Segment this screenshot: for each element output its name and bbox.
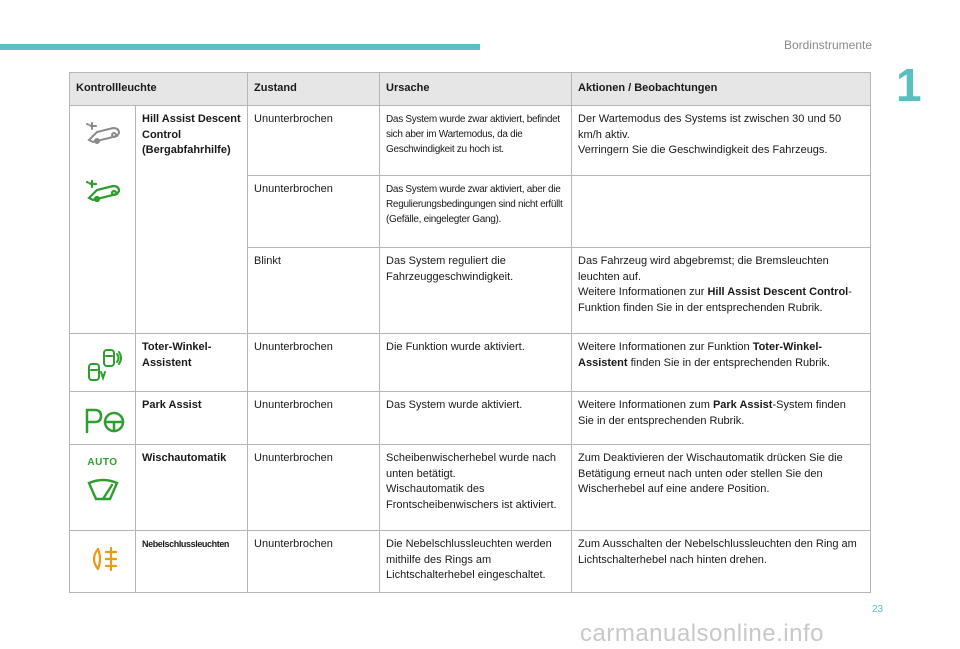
fog-light-name: Nebelschlussleuchten (136, 531, 248, 593)
cause-text: Wischautomatik des Frontscheibenwischers ist aktiviert. (386, 483, 557, 511)
table-row (70, 445, 871, 531)
watermark-text: carmanualsonline.info (580, 620, 824, 647)
action-cell (572, 176, 871, 248)
action-bold-text: Toter-Winkel-Assistent (578, 341, 823, 369)
icon-cell (70, 392, 136, 445)
action-text: Weitere Informationen zum (578, 399, 713, 411)
page-number: 23 (872, 604, 884, 615)
column-header-light: Kontrollleuchte (70, 73, 248, 106)
blind-spot-name: Toter-Winkel-Assistent (136, 334, 248, 392)
auto-wipe-name: Wischautomatik (136, 445, 248, 531)
header-accent-bar (0, 44, 480, 50)
cause-cell: Die Nebelschlussleuchten werden mithilfe des Rings am Lichtschalterhebel eingeschaltet. (380, 531, 572, 593)
cause-text: Scheibenwischerhebel wurde nach unten betätigt. (386, 452, 557, 480)
action-text: Weitere Informationen zur (578, 286, 708, 298)
park-assist-name: Park Assist (136, 392, 248, 445)
auto-wipe-label-icon: AUTO (87, 457, 118, 468)
column-header-cause: Ursache (380, 73, 572, 106)
action-text: finden Sie in der entsprechenden Rubrik. (627, 356, 830, 369)
cause-cell: Das System wurde zwar aktiviert, aber die Regulierungsbedingungen sind nicht erfüllt (Gefälle, eingelegter Gang). (380, 176, 572, 248)
section-title: Bordinstrumente (783, 38, 872, 52)
icon-cell (70, 445, 136, 531)
state-cell: Ununterbrochen (248, 445, 380, 531)
action-bold-text: Hill Assist Descent Control (707, 286, 849, 298)
state-cell: Ununterbrochen (248, 531, 380, 593)
icon-cell (70, 334, 136, 392)
table-row (70, 106, 871, 176)
hill-assist-icons (70, 106, 136, 334)
warning-lights-table (69, 72, 871, 593)
action-cell (572, 392, 871, 445)
park-assist-icon (81, 406, 125, 436)
hill-assist-active-icon (83, 178, 123, 202)
action-text: -Funktion finden Sie in der entsprechenden Rubrik. (578, 286, 852, 314)
hill-assist-name: Hill Assist Descent Control (Bergabfahrhilfe) (136, 106, 248, 334)
action-text: Der Wartemodus des Systems ist zwischen 30 und 50 km/h aktiv. (578, 113, 842, 141)
action-text: Weitere Informationen zur Funktion (578, 341, 753, 353)
action-cell (572, 334, 871, 392)
column-header-state: Zustand (248, 73, 380, 106)
state-cell: Ununterbrochen (248, 106, 380, 176)
table-row (70, 531, 871, 593)
state-cell: Blinkt (248, 248, 380, 334)
cause-cell: Das System reguliert die Fahrzeuggeschwindigkeit. (380, 248, 572, 334)
action-cell (572, 106, 871, 176)
table-row (70, 334, 871, 392)
state-cell: Ununterbrochen (248, 334, 380, 392)
blind-spot-icon (83, 348, 123, 382)
action-bold-text: Park Assist (712, 399, 773, 411)
cause-cell (380, 445, 572, 531)
cause-cell: Das System wurde aktiviert. (380, 392, 572, 445)
action-text: Verringern Sie die Geschwindigkeit des Fahrzeugs. (578, 144, 828, 156)
rear-fog-light-icon (86, 545, 120, 573)
cause-cell: Die Funktion wurde aktiviert. (380, 334, 572, 392)
action-cell (572, 248, 871, 334)
cause-cell: Das System wurde zwar aktiviert, befindet sich aber im Wartemodus, da die Geschwindigkeit zu hoch ist. (380, 106, 572, 176)
table-row (70, 392, 871, 445)
wiper-icon (86, 477, 120, 501)
state-cell: Ununterbrochen (248, 176, 380, 248)
action-cell: Zum Ausschalten der Nebelschlussleuchten den Ring am Lichtschalterhebel nach hinten drehen. (572, 531, 871, 593)
column-header-action: Aktionen / Beobachtungen (572, 73, 871, 106)
table-header-row (70, 73, 871, 106)
action-text: -System finden Sie in der entsprechenden Rubrik. (578, 399, 846, 427)
state-cell: Ununterbrochen (248, 392, 380, 445)
hill-assist-standby-icon (83, 120, 123, 144)
chapter-number: 1 (896, 59, 922, 111)
icon-cell (70, 531, 136, 593)
action-text: Das Fahrzeug wird abgebremst; die Bremsleuchten leuchten auf. (578, 255, 829, 283)
action-cell: Zum Deaktivieren der Wischautomatik drücken Sie die Betätigung erneut nach unten oder stellen Sie den Wischerhebel auf eine andere Position. (572, 445, 871, 531)
